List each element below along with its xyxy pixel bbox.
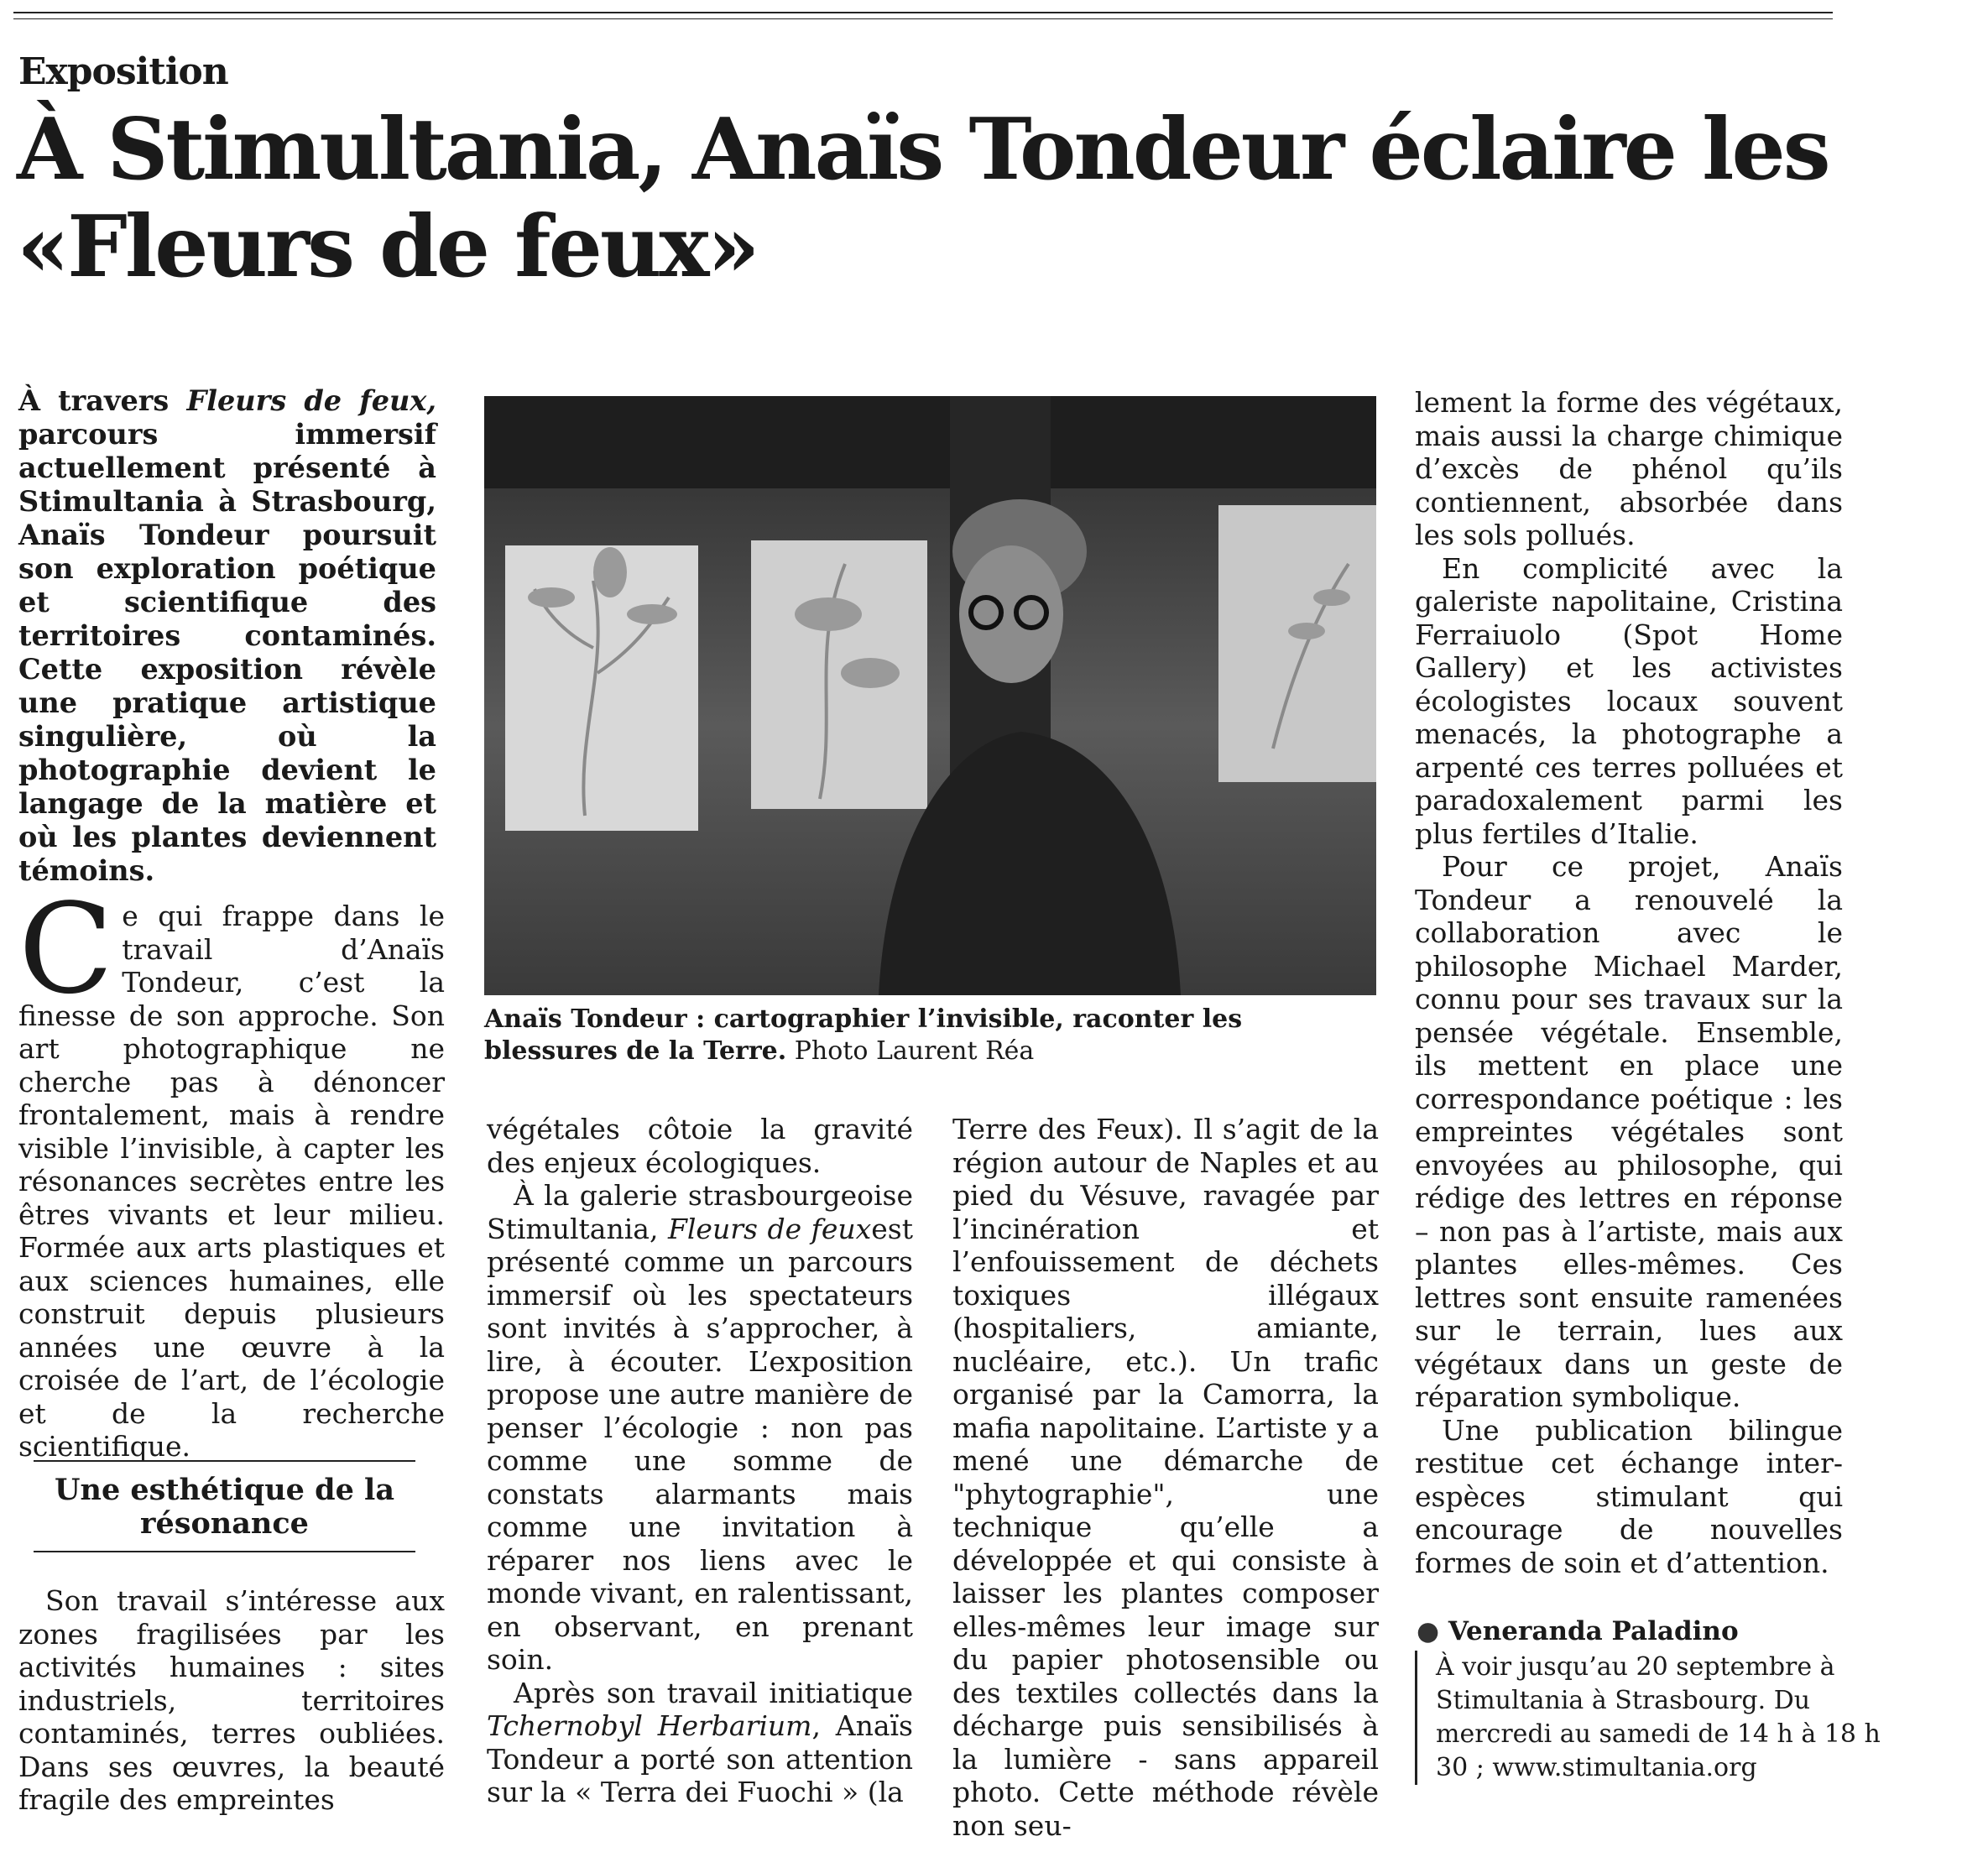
photo-illustration	[484, 396, 1376, 995]
paragraph-3	[487, 1179, 913, 1677]
column-2-body	[487, 1113, 913, 1809]
paragraph-4-title: Tchernobyl Herbarium	[487, 1709, 812, 1742]
article-photo	[484, 396, 1376, 995]
column-3-body	[952, 1113, 1379, 1842]
photo-caption	[484, 1004, 1376, 1067]
lead-intro: À travers	[18, 384, 187, 417]
drop-cap: C	[18, 877, 114, 1021]
paragraph-4-b: , Anaïs Tondeur a porté son attention sur la « Terra dei Fuochi » (la	[487, 1709, 913, 1808]
paragraph-3-b: est présenté comme un parcours immersif où les spectateurs sont invités à s’approcher, à lire, à écouter. L’exposition propose une autre manière de penser l’écologie : non pas comme une somme de constats alarmants mais comme une invitation à réparer nos liens avec le monde vivant, en ralentissant, en observant, en prenant soin.	[487, 1212, 914, 1676]
paragraph-4	[487, 1677, 913, 1809]
column-1-body	[18, 877, 445, 1463]
photo-credit: Photo Laurent Réa	[786, 1036, 1035, 1066]
paragraph-2: Son travail s’intéresse aux zones fragilisées par les activités humaines : sites industriels, territoires contaminés, terres oubliées. Dans ses œuvres, la beauté fragile des empreintes	[18, 1584, 445, 1816]
headline: À Stimultania, Anaïs Tondeur éclaire les «Fleurs de feux»	[17, 99, 1829, 296]
paragraph-5: En complicité avec la galeriste napolitaine, Cristina Ferraiuolo (Spot Home Gallery) et les activistes écologistes locaux souvent menacés, la photographe a arpenté ces terres polluées et paradoxalement parmi les plus fertiles d’Italie.	[1415, 551, 1843, 850]
lead-title: Fleurs de feux,	[186, 384, 436, 417]
paragraph-1	[18, 877, 445, 1463]
paragraph-4-end: lement la forme des végétaux, mais aussi la charge chimique d’excès de phénol qu’ils contiennent, absorbée dans les sols pollués.	[1415, 386, 1843, 551]
author-name: Veneranda Paladino	[1448, 1616, 1739, 1646]
subheading: Une esthétique de la résonance	[34, 1460, 415, 1552]
paragraph-3-title: Fleurs de feux	[667, 1212, 872, 1245]
paragraph-6: Pour ce projet, Anaïs Tondeur a renouvelé la collaboration avec le philosophe Michael Marder, connu pour ses travaux sur la pensée végétale. Ensemble, ils mettent en place une correspondance poétique : les empreintes végétales sont envoyées au philosophe, qui rédige des lettres en réponse – non pas à l’artiste, mais aux plantes elles-mêmes. Ces lettres sont ensuite ramenées sur le terrain, lues aux végétaux dans un geste de réparation symbolique.	[1415, 850, 1843, 1413]
top-rule	[13, 12, 1833, 13]
column-1-bottom	[18, 1584, 445, 1817]
section-kicker: Exposition	[18, 50, 228, 93]
column-4-body	[1415, 386, 1843, 1579]
paragraph-2-continued: végétales côtoie la gravité des enjeux écologiques.	[487, 1113, 913, 1179]
paragraph-4-continued: Terre des Feux). Il s’agit de la région autour de Naples et au pied du Vésuve, ravagée par l’incinération et l’enfouissement de déchets toxiques illégaux (hospitaliers, amiante, nucléaire, etc.). Un trafic organisé par la Camorra, la mafia napolitaine. L’artiste y a mené une démarche de "phytographie", une technique qu’elle a développée et qui consiste à laisser les plantes composer elles-mêmes leur image sur du papier photosensible ou des textiles collectés dans la décharge puis sensibilisés à la lumière - sans appareil photo. Cette méthode révèle non seu-	[952, 1113, 1379, 1842]
author-byline	[1417, 1615, 1739, 1648]
paragraph-7: Une publication bilingue restitue cet échange inter-espèces stimulant qui encourage de nouvelles formes de soin et d’attention.	[1415, 1413, 1843, 1579]
paragraph-1-text: e qui frappe dans le travail d’Anaïs Tondeur, c’est la finesse de son approche. Son art photographique ne cherche pas à dénoncer frontalement, mais à rendre visible l’invisible, à capter les résonances secrètes entre les êtres vivants et leur milieu. Formée aux arts plastiques et aux sciences humaines, elle construit depuis plusieurs années une œuvre à la croisée de l’art, de l’écologie et de la recherche scientifique.	[18, 900, 445, 1463]
paragraph-3-a: À la galerie strasbourgeoise Stimultania,	[487, 1179, 913, 1245]
lead-paragraph	[18, 384, 436, 888]
caption-text: Anaïs Tondeur : cartographier l’invisible, raconter les blessures de la Terre.	[484, 1004, 1243, 1066]
top-rule-thin	[13, 18, 1833, 19]
paragraph-4-a: Après son travail initiatique	[514, 1676, 913, 1709]
lead-rest: parcours immersif actuellement présenté à Stimultania à Strasbourg, Anaïs Tondeur poursuit son exploration poétique et scientifique des territoires contaminés. Cette exposition révèle une pratique artistique singulière, où la photographie devient le langage de la matière et où les plantes deviennent témoins.	[18, 418, 436, 887]
practical-info: À voir jusqu’au 20 septembre à Stimultania à Strasbourg. Du mercredi au samedi de 14 h à 18 h 30 ; www.stimultania.org	[1415, 1651, 1889, 1785]
bullet-icon: ●	[1417, 1616, 1448, 1646]
